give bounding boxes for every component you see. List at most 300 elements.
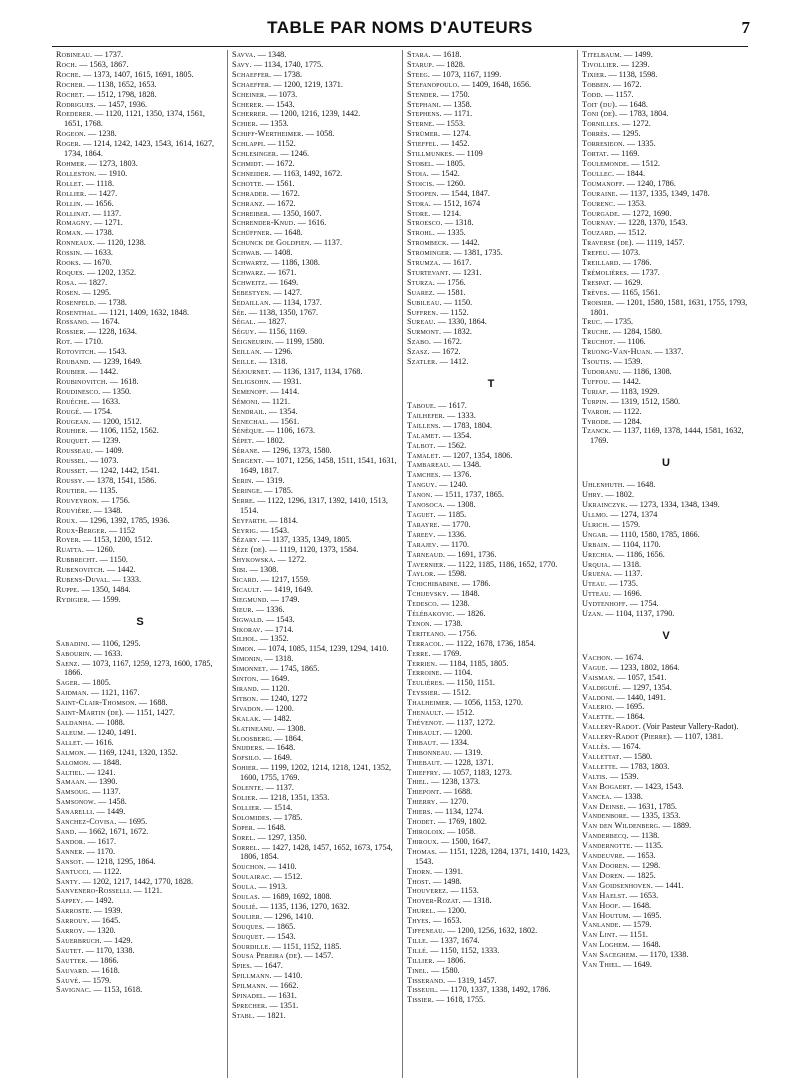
author-name: Thomas. <box>407 846 438 856</box>
author-name: Tedesco. <box>407 599 439 609</box>
author-name: Thiroux. <box>407 836 439 846</box>
index-entry <box>232 625 400 635</box>
author-name: Souchon. <box>232 862 266 872</box>
index-entry <box>56 545 224 555</box>
page-refs: — 1410. <box>273 971 303 981</box>
header-rule <box>52 46 748 47</box>
index-entry <box>407 70 575 80</box>
author-name: Stara. <box>407 50 431 59</box>
author-name: Taillens. <box>407 420 441 430</box>
page-refs: — 1218, 1295, 1864. <box>86 856 156 866</box>
page-refs: — 1616. <box>85 737 114 747</box>
index-entry <box>232 149 400 159</box>
index-entry <box>407 579 575 589</box>
page-refs: — 1786. <box>622 258 652 268</box>
author-name: Van Bogaert. <box>582 781 633 791</box>
page-refs: — 1617. <box>442 258 472 268</box>
author-name: Trefeu. <box>582 248 610 258</box>
page-refs: — 1745, 1865. <box>270 664 320 674</box>
index-entry <box>56 906 224 916</box>
author-name: Valtis. <box>582 771 608 781</box>
index-entry <box>407 510 575 520</box>
page-refs: — 1376. <box>442 470 472 480</box>
page-refs: — 1153. <box>450 886 479 896</box>
page-refs: — 1689, 1692, 1808. <box>262 892 332 902</box>
page-refs: — 1562. <box>437 440 467 450</box>
author-name: Samaan. <box>56 777 87 787</box>
author-name: Ulrich. <box>582 519 610 529</box>
page-refs: — 1238. <box>441 599 470 609</box>
index-entry <box>232 942 400 952</box>
author-name: Sebestyen. <box>232 287 272 297</box>
index-entry <box>407 777 575 787</box>
index-entry <box>407 317 575 327</box>
author-name: Tisseuil. <box>407 985 439 995</box>
index-entry <box>56 367 224 377</box>
page-refs: — 1543. <box>265 614 295 624</box>
page-refs: — 1617. <box>87 836 117 846</box>
page-refs: — 1754. <box>83 406 113 416</box>
author-name: Tournay. <box>582 218 616 228</box>
page-refs: — 1073. <box>611 248 641 258</box>
page-refs: — 1119, 1457. <box>635 238 685 248</box>
author-name: Tsoutis. <box>582 357 612 367</box>
page-refs: — 1200, 1512. <box>92 416 142 426</box>
author-name: Thorn. <box>407 866 433 876</box>
index-entry <box>582 109 750 119</box>
index-entry <box>407 966 575 976</box>
author-name: Scherer. <box>232 99 264 109</box>
author-name: Tudoranu. <box>582 367 621 376</box>
index-entry <box>582 609 750 619</box>
page-header <box>50 14 750 44</box>
index-entry <box>232 714 400 724</box>
index-entry <box>232 159 400 169</box>
page-refs: — 1106, 1295. <box>91 638 141 648</box>
page-refs: — 1931. <box>272 376 302 386</box>
index-column-2 <box>227 50 400 1078</box>
author-name: Terre. <box>407 648 431 658</box>
author-name: Slatineanu. <box>232 723 275 733</box>
author-name: Stieffel. <box>407 139 439 149</box>
page-refs: — 1539. <box>609 771 639 781</box>
page-refs: — 1336. <box>255 604 285 614</box>
author-name: Rubenovitch. <box>56 565 105 575</box>
page-refs: — 1200, 1219, 1371. <box>273 79 343 89</box>
author-name: Toni (de). <box>582 109 618 119</box>
index-entry <box>56 278 224 288</box>
author-name: Treillard. <box>582 258 621 268</box>
page-refs: — 1427. <box>88 188 118 198</box>
page-refs: — 1672. <box>612 79 642 89</box>
author-name: Santucci. <box>56 866 92 876</box>
page-refs: — 1202, 1217, 1442, 1770, 1828. <box>82 876 194 886</box>
index-entry <box>407 896 575 906</box>
author-name: Roudinesco. <box>56 386 101 396</box>
author-name: Sicault. <box>232 584 262 594</box>
index-entry <box>582 337 750 347</box>
author-name: Sand. <box>56 826 77 836</box>
index-entry <box>407 327 575 337</box>
index-entry <box>232 476 400 486</box>
author-name: Sorrel. <box>232 842 260 852</box>
author-name: Routier. <box>56 485 88 495</box>
index-entry <box>407 90 575 100</box>
author-name: Uruena. <box>582 569 613 579</box>
index-entry <box>407 867 575 877</box>
page-refs: — 1373, 1407, 1615, 1691, 1805. <box>83 69 194 79</box>
page-refs: — 1057, 1183, 1273. <box>442 767 512 777</box>
page-refs: — 1260. <box>436 178 466 188</box>
author-name: Toit (du). <box>582 99 618 109</box>
author-name: Stobel. <box>407 158 435 168</box>
page-refs: — 1543. <box>265 99 295 109</box>
author-name: Vague. <box>582 662 608 672</box>
page-refs: — 1738. <box>433 618 463 628</box>
index-entry <box>232 436 400 446</box>
author-name: Ullmo. <box>582 509 609 519</box>
author-name: Rollinat. <box>56 208 91 218</box>
index-entry <box>56 189 224 199</box>
index-entry <box>407 100 575 110</box>
index-entry <box>407 80 575 90</box>
page-refs: — 1482. <box>263 713 292 723</box>
index-columns <box>52 50 750 1080</box>
index-entry <box>232 753 400 763</box>
index-entry <box>56 555 224 565</box>
author-name: Seyfarth. <box>232 515 268 525</box>
author-name: Ruppe. <box>56 584 80 594</box>
author-name: Surmont. <box>407 327 442 337</box>
index-entry <box>56 698 224 708</box>
index-entry <box>56 139 224 159</box>
page-refs: — 1319, 1512, 1580. <box>610 396 681 406</box>
index-entry <box>407 728 575 738</box>
page-refs: — 1110, 1580, 1785, 1866. <box>610 529 700 539</box>
author-name: Tamches. <box>407 470 441 480</box>
author-name: Tissier. <box>407 995 434 1005</box>
author-name: Seligsohn. <box>232 376 271 386</box>
page-refs: — 1440, 1491. <box>616 692 666 702</box>
index-entry <box>407 199 575 209</box>
author-name: Stender. <box>407 89 439 99</box>
author-name: Séjournet. <box>232 367 271 376</box>
author-name: Salomon. <box>56 757 91 767</box>
index-entry <box>582 139 750 149</box>
page-refs: — 1073, 1167, 1199. <box>432 69 502 79</box>
author-name: Thibault. <box>407 727 442 737</box>
page-refs: — 1786. <box>461 579 491 589</box>
page-refs: — 1714. <box>264 624 294 634</box>
author-name: Savva. <box>232 50 256 59</box>
index-entry <box>407 817 575 827</box>
author-name: Seyrig. <box>232 525 259 535</box>
page-refs: — 1674. <box>614 652 644 662</box>
index-entry <box>582 387 750 397</box>
index-entry <box>582 298 750 318</box>
index-entry <box>582 960 750 970</box>
index-entry <box>407 738 575 748</box>
page-refs: — 1390. <box>88 777 118 787</box>
author-name: Shykowska. <box>232 555 276 565</box>
page-refs: — 1498. <box>432 876 462 886</box>
page-refs: — 1814. <box>269 515 298 525</box>
page-refs: — 1674. <box>91 317 120 327</box>
author-name: Stoia. <box>407 168 430 178</box>
page-refs: — 1122. <box>613 406 642 416</box>
page-refs: — 1821. <box>257 1010 286 1020</box>
page-refs: — 1770. <box>441 519 471 529</box>
index-entry <box>582 930 750 940</box>
author-name: Sturtevant. <box>407 267 451 277</box>
author-name: Schrader. <box>232 188 270 198</box>
index-entry <box>56 966 224 976</box>
index-entry <box>56 526 224 536</box>
page-refs: — 1756. <box>448 628 477 638</box>
page-refs: — 1696. <box>613 589 642 599</box>
index-entry <box>56 867 224 877</box>
index-entry <box>232 634 400 644</box>
author-name: Traverse (de). <box>582 238 634 248</box>
index-entry <box>232 1011 400 1021</box>
index-entry <box>582 821 750 831</box>
author-name: Toumanoff. <box>582 178 625 188</box>
page-refs: — 1599. <box>92 594 121 604</box>
author-name: Tanguy. <box>407 480 438 490</box>
author-name: Serre. <box>232 495 256 505</box>
author-name: Van den Wildenberg. <box>582 821 661 831</box>
index-entry <box>407 906 575 916</box>
page-refs: — 1151, 1427. <box>126 708 175 718</box>
author-name: Vachon. <box>582 652 613 662</box>
index-entry <box>56 199 224 209</box>
author-name: Turpin. <box>582 396 609 406</box>
index-entry <box>582 891 750 901</box>
page-refs: — 1171. <box>443 109 473 119</box>
index-entry <box>582 70 750 80</box>
index-entry <box>56 100 224 110</box>
author-name: Sousa Pereira (de). <box>232 951 303 961</box>
page-refs: — 1152. <box>440 307 469 317</box>
index-entry <box>232 724 400 734</box>
index-entry <box>56 768 224 778</box>
page-refs: — 1218, 1351, 1353. <box>259 792 330 802</box>
page-refs: — 1649. <box>263 753 292 763</box>
page-refs: — 1233, 1802, 1864. <box>609 662 680 672</box>
page-refs: — 1737. <box>631 267 660 277</box>
page-refs: — 1088. <box>96 718 125 727</box>
author-name: Spilmann. <box>232 981 268 991</box>
index-entry <box>582 80 750 90</box>
page-refs: — 1735. <box>604 317 634 327</box>
author-name: Szatler. <box>407 357 438 367</box>
author-name: Siegmund. <box>232 594 269 604</box>
author-name: Schwarz. <box>232 267 266 277</box>
author-name: Vallès. <box>582 742 611 752</box>
index-entry <box>56 327 224 337</box>
index-entry <box>582 238 750 248</box>
index-entry <box>407 238 575 248</box>
author-name: Sofsilo. <box>232 753 262 763</box>
author-name: Roche. <box>56 69 82 79</box>
page-refs: — 1442. <box>450 238 480 248</box>
author-name: Strumza. <box>407 258 441 268</box>
page-refs: — 1580. <box>430 965 460 975</box>
index-entry <box>582 693 750 703</box>
author-name: Roubier. <box>56 367 88 376</box>
index-entry <box>582 920 750 930</box>
index-entry <box>56 446 224 456</box>
page-refs: — 1137. <box>265 783 294 793</box>
index-entry <box>56 466 224 476</box>
author-name: Thibaut. <box>407 737 439 747</box>
author-name: Utteau. <box>582 589 612 599</box>
index-entry <box>56 877 224 887</box>
author-name: Tchichibabine. <box>407 579 460 589</box>
page-refs: — 1785. <box>264 485 293 495</box>
index-entry <box>407 411 575 421</box>
page-refs: — 1512, 1674 <box>433 198 481 208</box>
page-refs: — 1769, 1802. <box>437 817 487 827</box>
index-entry <box>232 971 400 981</box>
page-refs: — 1511, 1737, 1865. <box>434 490 504 500</box>
page-refs: — 1695. <box>118 817 148 827</box>
author-name: Souquet. <box>232 931 265 941</box>
page-refs: — 1296, 1410. <box>264 911 314 921</box>
author-name: Sloosberg. <box>232 733 273 743</box>
author-name: Schaeffer. <box>232 69 272 79</box>
index-entry <box>56 817 224 827</box>
author-name: Tanon. <box>407 490 433 500</box>
index-entry <box>56 896 224 906</box>
index-entry <box>407 218 575 228</box>
author-name: Sorel. <box>232 832 256 842</box>
author-name: Titelbaum. <box>582 50 623 59</box>
author-name: Suarez. <box>407 287 435 297</box>
index-entry <box>232 248 400 258</box>
page-refs: — 1320. <box>87 926 116 936</box>
author-name: Sépet. <box>232 436 255 446</box>
author-name: Schaeffer. <box>232 79 272 89</box>
author-name: Simonnet. <box>232 664 269 674</box>
index-entry <box>582 426 750 446</box>
page-refs: — 1913. <box>258 882 288 892</box>
page-refs: — 1165, 1561. <box>611 287 661 297</box>
index-entry <box>582 683 750 693</box>
author-name: Torresieon. <box>582 139 625 149</box>
index-column-3 <box>402 50 575 1078</box>
author-name: Salmon. <box>56 747 86 757</box>
index-entry <box>407 807 575 817</box>
index-entry <box>56 397 224 407</box>
author-name: Schüffner. <box>232 228 272 238</box>
page-refs: — 1184, 1185, 1805. <box>439 658 509 668</box>
page-refs: — 1866. <box>89 955 119 965</box>
index-entry <box>582 317 750 327</box>
index-entry <box>407 956 575 966</box>
page-refs: — 1617. <box>438 401 467 410</box>
index-entry <box>407 441 575 451</box>
page-refs: — 1579. <box>611 519 641 529</box>
author-name: Sémoni. <box>232 396 260 406</box>
page-refs: — 1749. <box>270 594 300 604</box>
page-refs: — 1169. <box>611 149 640 159</box>
index-entry <box>56 298 224 308</box>
index-entry <box>232 209 400 219</box>
author-name: Rooks. <box>56 258 82 268</box>
author-name: Rotovitch. <box>56 347 97 357</box>
page-refs: — 1539. <box>613 357 643 367</box>
author-name: Vandenbore. <box>582 811 630 821</box>
author-name: Ronneaux. <box>56 238 95 248</box>
index-entry <box>407 758 575 768</box>
author-name: Schlesinger. <box>232 149 279 159</box>
author-name: Semenoff. <box>232 386 269 396</box>
author-name: Truc. <box>582 317 603 327</box>
index-entry <box>582 732 750 742</box>
page-refs: — 1199, 1580. <box>275 337 325 347</box>
author-name: Saldanha. <box>56 718 95 727</box>
index-entry <box>407 490 575 500</box>
page-refs: — 1633. <box>93 648 123 658</box>
page-refs: — 1151. <box>619 930 648 940</box>
section-letter: U <box>662 457 670 470</box>
index-entry <box>582 119 750 129</box>
index-entry <box>582 129 750 139</box>
author-name: Rosenfeld. <box>56 297 97 307</box>
index-entry <box>232 783 400 793</box>
index-entry <box>582 510 750 520</box>
page-refs: — 1135, 1136, 1270, 1632. <box>260 901 350 911</box>
index-entry <box>582 881 750 891</box>
page-refs: — 1648. <box>626 480 656 490</box>
index-entry <box>407 768 575 778</box>
author-name: Rouèche. <box>56 396 90 406</box>
page-refs: — 1427. <box>273 287 302 297</box>
page-refs: — 1543. <box>98 347 127 357</box>
index-entry <box>407 837 575 847</box>
page-refs: — 1241. <box>86 767 116 777</box>
index-entry <box>232 644 400 654</box>
page-refs: — 1618. <box>91 965 120 975</box>
page-refs: — 1492. <box>85 896 114 906</box>
page-refs: — 1318. <box>444 218 474 228</box>
author-name: Rot. <box>56 337 73 347</box>
author-name: Sergent. <box>232 456 264 466</box>
page-refs: — 1827. <box>257 317 287 327</box>
page-refs: — 1122, 1678, 1736, 1854. <box>445 638 536 648</box>
author-name: Sèze (de). <box>232 545 268 555</box>
page-refs: — 1242, 1442, 1541. <box>89 466 160 476</box>
page-refs: — 1153, 1200, 1512. <box>83 535 153 545</box>
index-entry <box>56 718 224 728</box>
index-entry <box>407 698 575 708</box>
index-entry <box>56 827 224 837</box>
author-name: Terrien. <box>407 658 438 668</box>
page-refs: — 1353. <box>617 198 647 208</box>
page-refs: — 1500, 1647. <box>441 836 491 846</box>
page-refs: — 1674. <box>612 742 641 752</box>
author-name: Tarayre. <box>407 519 440 529</box>
page-refs: — 1104. <box>443 668 473 678</box>
author-name: Tillé. <box>407 945 429 955</box>
index-entry <box>407 569 575 579</box>
page-refs: — 1153, 1618. <box>93 985 143 995</box>
author-name: Stora. <box>407 198 432 208</box>
page-refs: — 1645. <box>91 916 121 926</box>
page-refs: — 1308. <box>446 500 476 510</box>
author-name: Store. <box>407 208 431 218</box>
